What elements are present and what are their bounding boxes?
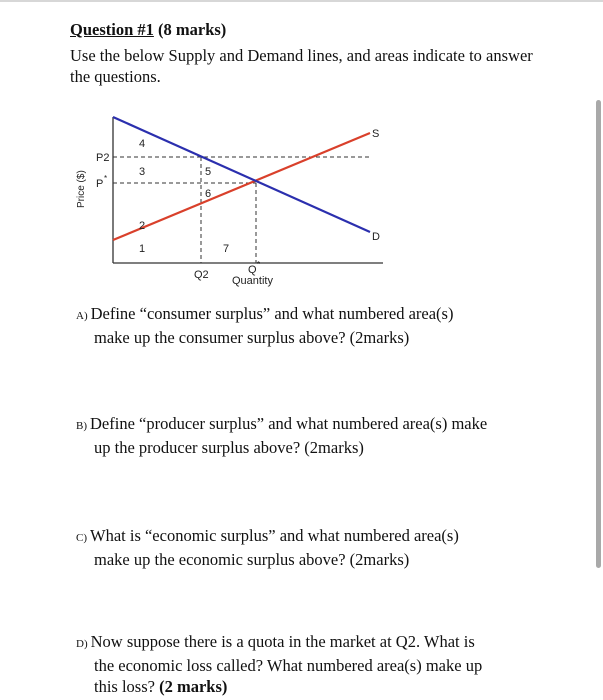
question-b-marker: B) [76,420,87,432]
question-b-line1: Define “producer surplus” and what numbered area(s) make [90,414,488,433]
question-b [76,413,536,458]
question-d-line3 [76,676,536,697]
question-d [76,631,536,697]
top-divider [0,0,603,2]
question-a-marker: A) [76,310,88,322]
question-d-line3-text: this loss? [94,677,155,696]
question-b-line2: up the producer surplus above? (2marks) [94,438,364,457]
area-6-label: 6 [205,188,212,200]
y-axis-label: Price ($) [76,170,87,208]
question-d-line2: the economic loss called? What numbered area(s) make up [94,656,483,675]
question-c-line2: make up the economic surplus above? (2marks) [94,550,410,569]
question-d-marker: D) [76,638,88,650]
area-5-label: 5 [205,166,212,178]
question-d-line1: Now suppose there is a quota in the market at Q2. What is [90,632,475,651]
qstar-asterisk: * [257,260,261,269]
question-a [76,303,536,348]
qstar-label: Q [248,264,257,276]
scrollbar[interactable] [596,100,601,568]
area-1-label: 1 [139,243,146,255]
area-3-label: 3 [139,166,146,178]
question-intro: Use the below Supply and Demand lines, and areas indicate to answer the questions. [70,46,533,86]
x-axis-label: Quantity [232,275,273,287]
supply-label: S [372,128,380,140]
question-c [76,525,536,570]
supply-line [113,133,370,240]
pstar-asterisk: * [104,174,108,183]
question-number: Question #1 [70,20,154,39]
demand-line [113,117,370,232]
question-d-marks: (2 marks) [159,677,228,696]
p2-label: P2 [96,152,110,164]
area-7-label: 7 [223,243,230,255]
area-2-label: 2 [139,220,146,232]
question-c-line1: What is “economic surplus” and what numbered area(s) [90,526,459,545]
pstar-label: P [96,178,104,190]
question-c-marker: C) [76,532,87,544]
supply-demand-graph [0,95,420,295]
area-4-label: 4 [139,138,146,150]
question-a-line2: make up the consumer surplus above? (2marks) [94,328,410,347]
question-title [70,20,226,40]
question-marks: (8 marks) [153,20,227,39]
question-a-line1: Define “consumer surplus” and what numbered area(s) [90,304,454,323]
q2-label: Q2 [194,269,209,281]
demand-label: D [372,231,380,243]
